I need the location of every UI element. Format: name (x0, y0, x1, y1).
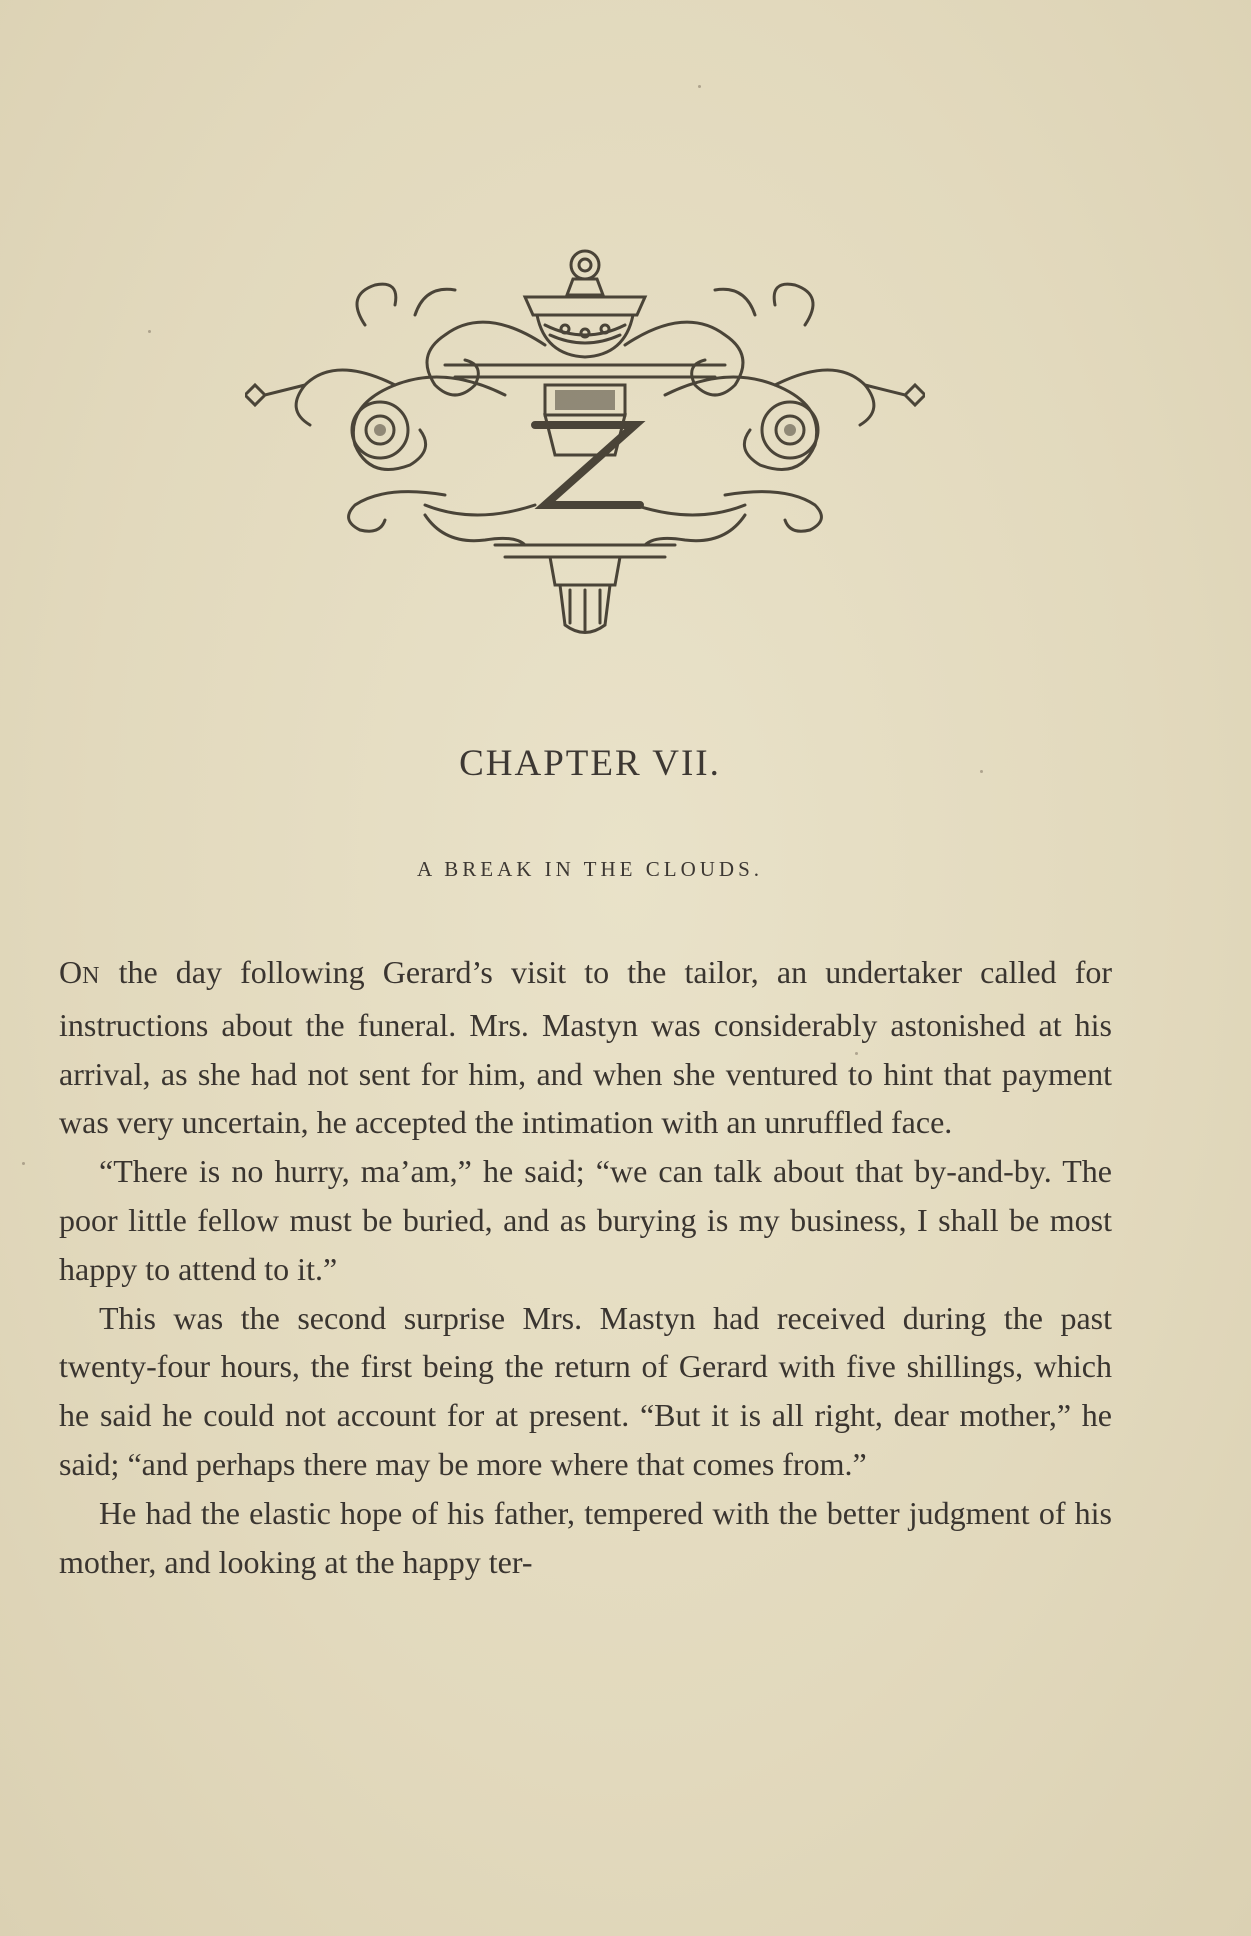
paragraph: “There is no hurry, ma’am,” he said; “we can talk about that by-and-by. The poor little fellow must be buried, and as burying is my business, I shall be most happy to attend to it.” (59, 1153, 1112, 1287)
small-caps-letters: N (82, 963, 101, 989)
paper-speck (698, 85, 701, 88)
paragraph: This was the second surprise Mrs. Mastyn had received during the past twenty-four hours, the first being the return of Gerard with five shillings, which he said he could not account for at present. “But it is all right, dear mother,” he said; “and perhaps there may be more where that comes from.” (59, 1299, 1112, 1482)
paper-speck (855, 1052, 858, 1055)
paragraph-text: the day following Gerard’s visit to the tailor, an undertaker called for instructions about the funeral. Mrs. Mastyn was considerably astonished at his arrival, as she had not sent for him, and when she ventured to hint that payment was very uncertain, he accepted the intimation with an unruffled face. (59, 954, 1112, 1141)
chapter-body (59, 948, 1112, 1586)
paragraph: He had the elastic hope of his father, tempered with the better judgment of his mother, and looking at the happy ter- (59, 1494, 1112, 1580)
chapter-title: CHAPTER VII. (459, 743, 721, 784)
paragraph (59, 948, 1112, 1147)
floral-vignette-ornament-icon (245, 245, 925, 645)
dropcap-letter: O (59, 954, 83, 990)
paper-speck (980, 770, 983, 773)
paper-speck (148, 330, 151, 333)
chapter-subtitle: A BREAK IN THE CLOUDS. (416, 857, 764, 881)
paper-speck (22, 1162, 25, 1165)
